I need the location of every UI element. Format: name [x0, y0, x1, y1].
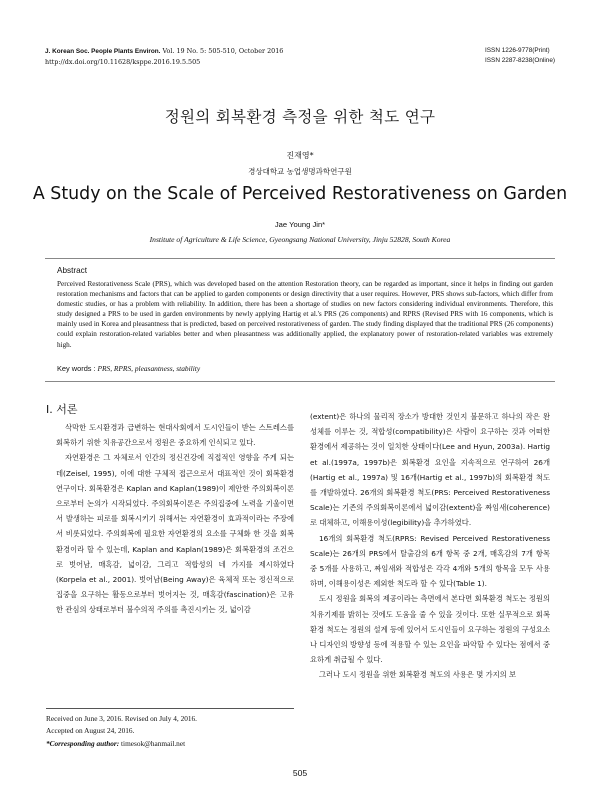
- page-number: 505: [292, 768, 308, 778]
- affiliation-korean: 경상대학교 농업생명과학연구원: [248, 167, 352, 176]
- title-korean: 정원의 회복환경 측정을 위한 척도 연구: [164, 108, 436, 126]
- keywords-value: PRS, RPRS, pleasantness, stability: [97, 364, 201, 373]
- left-column: [56, 420, 294, 618]
- right-column: [310, 409, 550, 683]
- paragraph: (extent)은 하나의 물리적 장소가 방대한 것인지 불문하고 하나의 작은 완성체를 이루는 것, 적합성(compatibility)은 사람이 요구하는 것과 어떠한 환경에서 제공하는 것이 일치한 상태이다(Lee and Hyun, 2003a). Hartig et al.(1997a, 1997b)은 회복환경 요인을 지속적으로 연구하여 26개(Hartig et al., 1997a) 및 16개(Hartig et al., 1997b)의 회복환경 척도를 개발하였다. 26개의 회복환경 척도(PRS: Perceived Restorativeness Scale)는 기존의 주의회복이론에서 넓이감(extent)을 짜임새(coherence)로 대체하고, 이해용이성(legibility)을 추가하였다.: [310, 412, 550, 528]
- affiliation-english: Institute of Agriculture & Life Science, Gyeongsang National University, Jinju 52828, South Korea: [149, 235, 451, 244]
- title-english: A Study on the Scale of Perceived Restorativeness on Garden: [32, 184, 568, 204]
- paragraph: 자연환경은 그 자체로서 인간의 정신건강에 직접적인 영향을 주게 되는데(Zeisel, 1995), 이에 대한 구체적 접근으로서 대표적인 것이 회복환경 연구이다. 회복환경은 Kaplan and Kaplan(1989)이 제안한 주의회복이론으로부터 논의가 시작되었다. 주의회복이론은 주의집중에 노력을 기울이면서 발생하는 피로를 회복시키기 위해서는 자연환경이 효과적이라는 주장에서 비롯되었다. 주의회복에 필요한 자연환경의 요소를 구체화 한 것을 회복환경이라 할 수 있는데, Kaplan and Kaplan(1989)은 회복환경의 조건으로 벗어남, 매혹감, 넓이감, 그리고 적합성의 네 가지를 제시하였다(Korpela et al., 2001). 벗어남(Being Away)은 육체적 또는 정신적으로 집중을 요구하는 활동으로부터 벗어지는 것, 매혹감(fascination)은 고유한 관심의 상태로부터 불수의적 주의를 촉진시키는 것, 넓이감: [56, 453, 294, 615]
- paragraph: 그러나 도시 정원을 위한 회복환경 척도의 사용은 몇 가지의 보: [319, 670, 517, 680]
- paragraph: 16개의 회복환경 척도(RPRS: Revised Perceived Restorativeness Scale)는 26개의 PRS에서 탈출감의 6개 항목 중 2개, 매혹감의 7개 항목 중 5개를 사용하고, 짜임새와 적합성은 각각 4개와 5개의 항목을 모두 사용하며, 이해용이성은 제외한 척도라 할 수 있다(Table 1).: [310, 533, 550, 589]
- footnote-rule: [46, 708, 294, 709]
- keywords-label: Key words :: [57, 364, 96, 373]
- journal-name: J. Korean Soc. People Plants Environ.: [45, 48, 161, 55]
- issn-block: [485, 46, 555, 66]
- keywords-line: [57, 364, 200, 373]
- author-english: Jae Young Jin*: [274, 220, 326, 229]
- abstract-bottom-rule: [45, 381, 555, 382]
- issn-print: ISSN 1226-9778(Print): [485, 47, 550, 54]
- paragraph: 삭막한 도시환경과 급변하는 현대사회에서 도시인들이 받는 스트레스를 회복하기 위한 치유공간으로서 정원은 중요하게 인식되고 있다.: [56, 423, 294, 448]
- doi-link[interactable]: http://dx.doi.org/10.11628/ksppe.2016.19.5.505: [45, 58, 201, 66]
- corresponding-email[interactable]: timesok@hanmail.net: [121, 738, 186, 748]
- journal-header: [45, 46, 283, 67]
- journal-citation: Vol. 19 No. 5: 505-510, October 2016: [162, 47, 284, 55]
- accepted-date: Accepted on August 24, 2016.: [46, 726, 135, 736]
- section-heading-introduction: Ⅰ. 서론: [46, 403, 78, 416]
- footnotes: [46, 713, 197, 750]
- corresponding-label: *Corresponding author:: [46, 738, 120, 748]
- received-date: Received on June 3, 2016. Revised on July 4, 2016.: [46, 714, 197, 723]
- author-korean: 진재영*: [286, 151, 314, 160]
- paragraph: 도시 정원을 회복의 제공이라는 측면에서 본다면 회복환경 척도는 정원의 치유기제를 밝히는 것에도 도움을 줄 수 있을 것이다. 또한 실무적으로 회복환경 척도는 정원의 설계 등에 있어서 도시인들이 요구하는 정원의 구성요소나 디자인의 방향성 등에 적용할 수 있는 요인을 파악할 수 있다는 점에서 중요하게 취급될 수 있다.: [310, 594, 550, 665]
- abstract-heading: Abstract: [57, 266, 88, 275]
- issn-online: ISSN 2287-8238(Online): [485, 57, 555, 64]
- abstract-body: Perceived Restorativeness Scale (PRS), which was developed based on the attention Restoration theory, can be regarded as important, since it helps in finding out garden restoration mechanisms and factors that can be applied to garden components or design directivity that a user requires. However, PRS shows sub-factors, which differ from domestic studies, or has a problem with reliability. In addition, there has been a shortage of studies on new factors considering individual environments. Therefore, this study designed a PRS to be used in garden environments by newly applying Hartig et al.'s PRS (26 components) and RPRS (Revised PRS with 16 components, which is mainly used in Korea and pleasantness that is predicted, based on perceived restorativeness of garden. The study finding displayed that the traditional PRS (26 components) could explain restoration-related variables better and when pleasantness was additionally applied, the explanatory power of restoration-related variables was extremely high.: [57, 280, 553, 349]
